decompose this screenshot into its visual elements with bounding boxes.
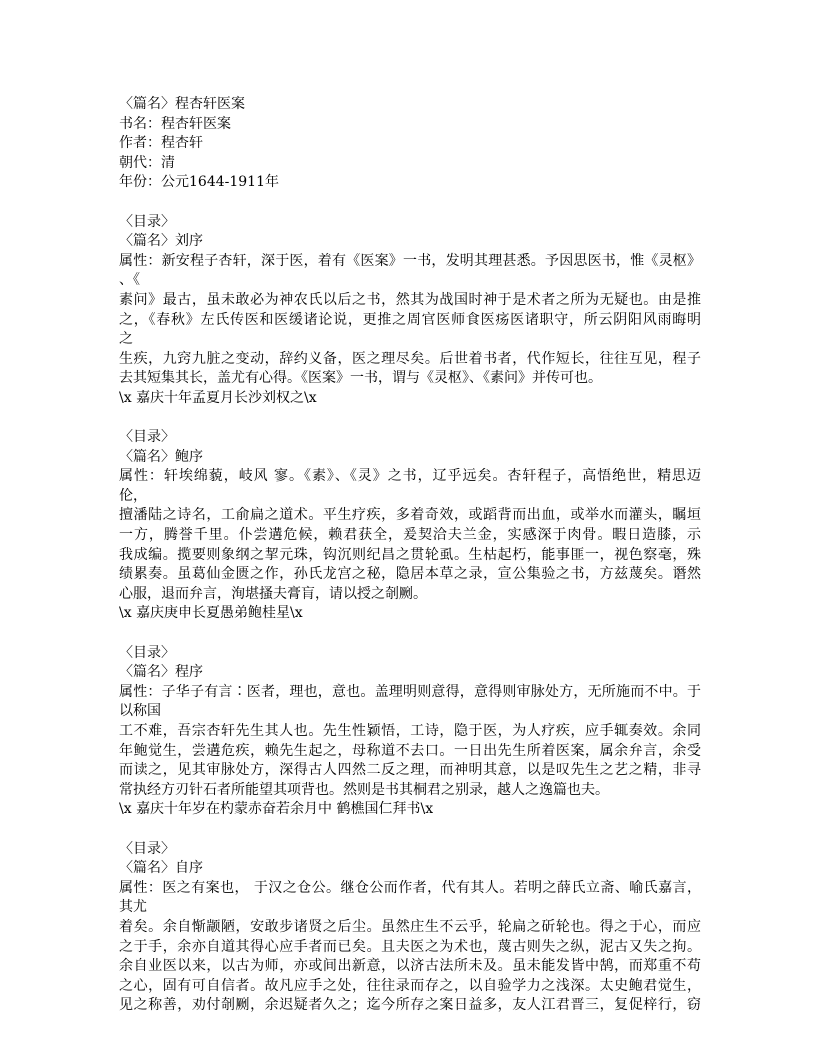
section-signature: \x 嘉庆庚申长夏愚弟鲍桂星\x xyxy=(119,605,303,622)
body-line: 心服，退而弁言，洵堪搔夫膏肓，请以授之剞劂。 xyxy=(119,585,427,602)
spacer xyxy=(119,409,701,429)
section-pianming: 〈篇名〉程序 xyxy=(119,664,203,681)
body-line: 之 xyxy=(119,331,133,348)
years-line: 年份：公元1644-1911年 xyxy=(119,174,279,191)
body-line: 去其短集其长，盖尤有心得。《医案》一书，谓与《灵枢》、《素问》并传可也。 xyxy=(119,370,602,387)
spacer xyxy=(119,820,701,840)
body-line: 余自业医以来，以古为师，亦或间出新意，以济古法所未及。虽未能发皆中鹄，而郑重不苟 xyxy=(119,958,701,975)
body-line: 常执经方刃针石者所能望其项背也。然则是书其桐君之别录，越人之逸篇也夫。 xyxy=(119,781,609,798)
section-mulu: 〈目录〉 xyxy=(119,429,175,446)
spacer xyxy=(119,193,701,213)
section-signature: \x 嘉庆十年孟夏月长沙刘权之\x xyxy=(119,389,317,406)
body-line: 工不难，吾宗杏轩先生其人也。先生性颖悟，工诗，隐于医，为人疗疾，应手辄奏效。余同 xyxy=(119,723,701,739)
book-line: 书名：程杏轩医案 xyxy=(119,115,231,132)
body-line: 属性：新安程子杏轩，深于医，着有《医案》一书，发明其理甚悉。予因思医书，惟《灵枢》 xyxy=(119,252,701,269)
body-line: 我成编。揽要则象纲之挈元珠，钩沉则纪昌之贯轮虱。生枯起朽，能事匪一，视色察毫，殊 xyxy=(119,546,701,563)
section-mulu: 〈目录〉 xyxy=(119,213,175,230)
body-line: 之心，固有可自信者。故凡应手之处，往往录而存之，以自验学力之浅深。太史鲍君觉生， xyxy=(119,977,701,994)
document-page xyxy=(119,95,701,1016)
body-line: 其尤 xyxy=(119,899,147,916)
author-line: 作者：程杏轩 xyxy=(119,135,203,152)
spacer xyxy=(119,624,701,644)
body-line: 伦， xyxy=(119,487,147,504)
body-line: 擅潘陆之诗名，工俞扁之道术。平生疗疾，多着奇效，或蹈背而出血，或举水而灌头，瞩垣 xyxy=(119,507,701,524)
dynasty-line: 朝代：清 xyxy=(119,154,175,171)
body-line: 见之称善，劝付剞劂，余迟疑者久之；迄今所存之案日益多，友人江君晋三，复促梓行，窃 xyxy=(119,997,701,1014)
body-line: 素问》最古，虽未敢必为神农氏以后之书，然其为战国时神于是术者之所为无疑也。由是推 xyxy=(119,291,701,308)
body-line: 一方，腾誉千里。仆尝遘危候，赖君获全，爰契洽夫兰金，实感深于肉骨。暇日造膝，示 xyxy=(119,527,701,544)
section-pianming: 〈篇名〉鲍序 xyxy=(119,448,203,465)
body-line: 以称国 xyxy=(119,703,161,720)
body-line: 而读之，见其审脉处方，深得古人四然二反之理，而神明其意，以是叹先生之艺之精，非寻 xyxy=(119,762,701,779)
body-line: 生疾，九窍九脏之变动，辞约义备，医之理尽矣。后世着书者，代作短长，往往互见，程子 xyxy=(119,350,701,367)
section-mulu: 〈目录〉 xyxy=(119,644,175,661)
body-line: 属性：医之有案也， 于汉之仓公。继仓公而作者，代有其人。若明之薛氏立斋、喻氏嘉言， xyxy=(119,879,701,896)
body-line: 之于手，余亦自道其得心应手者而已矣。且夫医之为术也，蔑古则失之纵，泥古又失之拘。 xyxy=(119,938,701,955)
body-line: 着矣。余自惭颛陋，安敢步诸贤之后尘。虽然庄生不云乎，轮扁之斫轮也。得之于心，而应 xyxy=(119,918,701,935)
section-pianming: 〈篇名〉自序 xyxy=(119,860,203,877)
body-line: 属性：轩埃绵藐，岐风 寥。《素》、《灵》之书，辽乎远矣。杏轩程子，高悟绝世，精思迈 xyxy=(119,468,701,485)
body-line: 绩累奏。虽葛仙金匮之作，孙氏龙宫之秘，隐居本草之录，宣公集验之书，方兹蔑矣。谮然 xyxy=(119,566,701,583)
section-signature: \x 嘉庆十年岁在杓蒙赤奋若余月中 鹤樵国仁拜书\x xyxy=(119,801,434,818)
body-line: 属性：子华子有言∶医者，理也，意也。盖理明则意得，意得则审脉处方，无所施而不中。于 xyxy=(119,683,701,700)
section-pianming: 〈篇名〉刘序 xyxy=(119,233,203,250)
section-mulu: 〈目录〉 xyxy=(119,840,175,857)
title-line: 〈篇名〉程杏轩医案 xyxy=(119,96,245,112)
body-line: 之，《春秋》左氏传医和医缓诸论说，更推之周官医师食医疡医诸职守，所云阴阳风雨晦明 xyxy=(119,311,701,328)
body-line: 年鲍觉生，尝遘危疾，赖先生起之，母称道不去口。一日出先生所着医案，属余弁言，余受 xyxy=(119,742,701,759)
body-line: 、《 xyxy=(119,272,140,289)
